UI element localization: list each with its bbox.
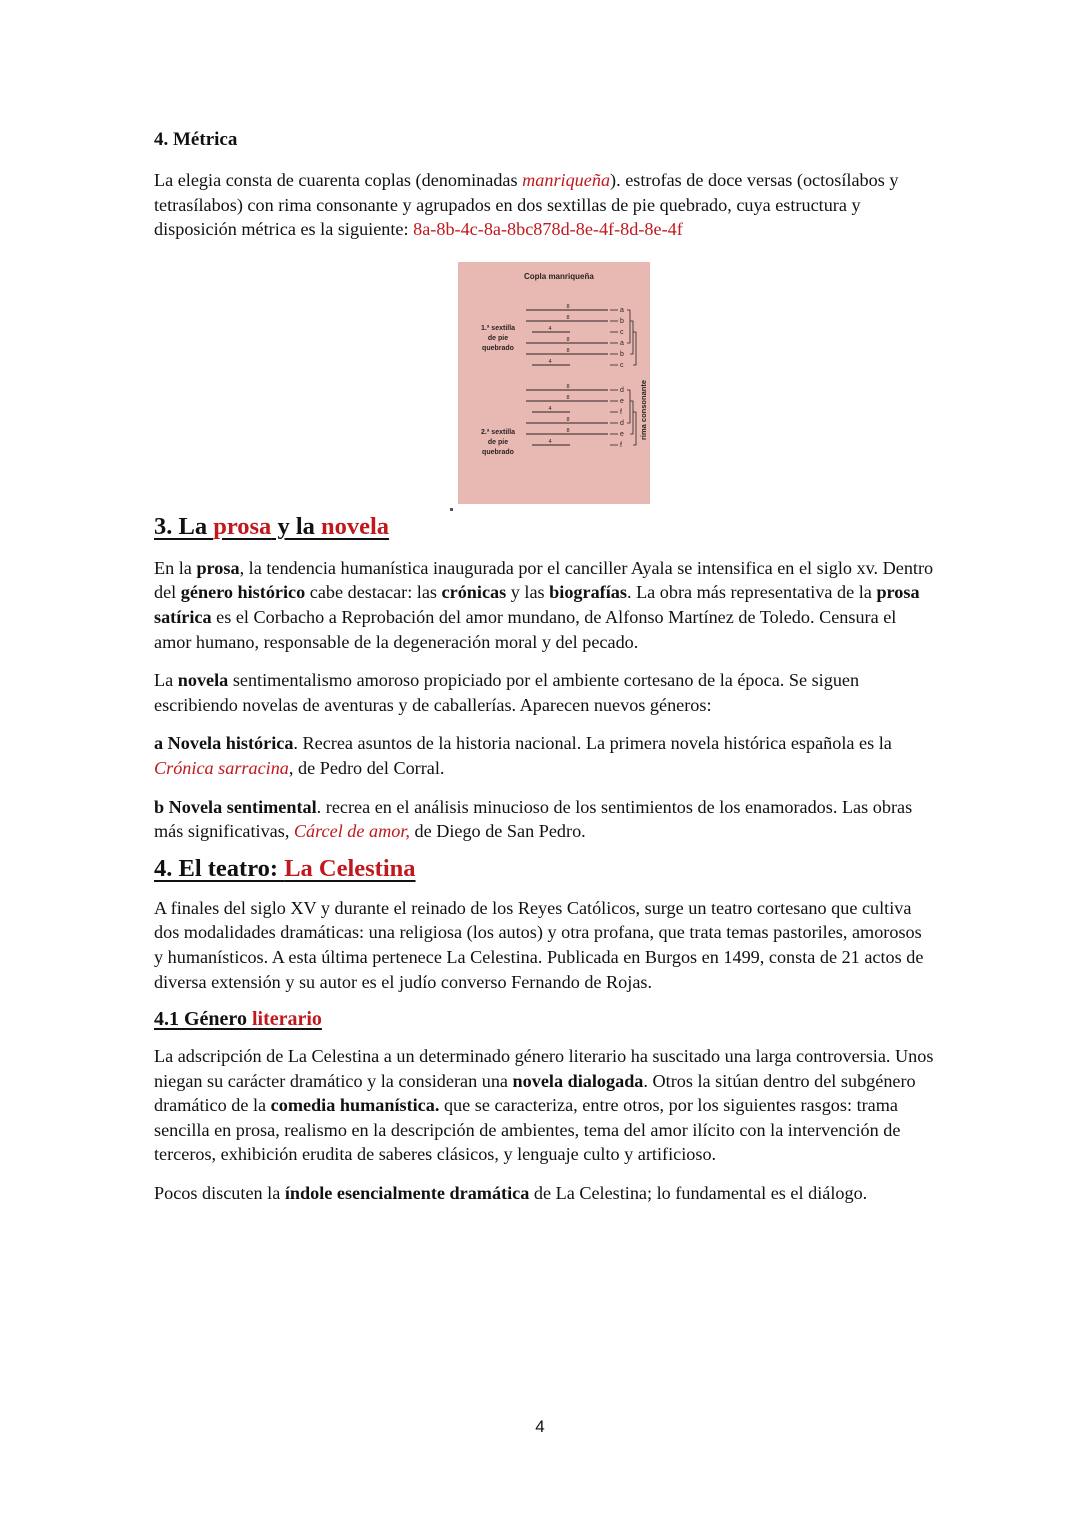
syllable-count-label: 8 (566, 347, 570, 354)
first-sextilla-label: quebrado (482, 344, 514, 352)
rhyme-letter: e (620, 430, 624, 438)
rhyme-letter: b (620, 317, 624, 325)
rhyme-letter: c (620, 361, 624, 369)
rhyme-bracket-c (633, 332, 636, 365)
stray-dot (450, 508, 453, 511)
rhyme-letter: b (620, 350, 624, 358)
rhyme-letter: d (620, 386, 624, 394)
rhyme-bracket-a (627, 310, 630, 343)
rhyme-letter: a (620, 339, 624, 347)
heading-genero: 4.1 Género literario (154, 1008, 322, 1031)
syllable-count-label: 8 (566, 303, 570, 310)
rhyme-letter: f (620, 441, 622, 449)
syllable-count-label: 8 (566, 336, 570, 343)
page-content (154, 128, 934, 1206)
heading-prosa: 3. La prosa y la novela (154, 512, 390, 540)
paragraph-genero: La adscripción de La Celestina a un determinado género literario ha suscitado una larga controversia. Unos niegan su carácter dramático y la consideran una novela dialogada. Otros la sitúan dentro del subgénero dramático de la comedia humanística. que se caracteriza, entre otros, por los siguientes rasgos: trama sencilla en prosa, realismo en la descripción de ambientes, tema del amor ilícito con la intervención de terceros, exhibición erudita de saberes clásicos, y lenguaje culto y artificioso. (154, 1046, 934, 1165)
heading-teatro: 4. El teatro: La Celestina (154, 854, 416, 882)
syllable-count-label: 4 (548, 405, 552, 412)
term-manriquena: manriqueña (522, 170, 611, 190)
figure-area (154, 242, 934, 542)
rhyme-letter: e (620, 397, 624, 405)
syllable-count-label: 8 (566, 416, 570, 423)
first-sextilla-label: 1.ª sextilla (480, 324, 516, 332)
page-number: 4 (535, 1417, 545, 1436)
paragraph-novela-sentimental: b Novela sentimental. recrea en el análisis minucioso de los sentimientos de los enamorados. Las obras más significativas, Cárcel de amor, de Diego de San Pedro. (154, 796, 913, 842)
rhyme-bracket-e (630, 401, 633, 434)
syllable-count-label: 4 (548, 438, 552, 445)
rhyme-bracket-b (630, 321, 633, 354)
syllable-count-label: 4 (548, 325, 552, 332)
rhyme-bracket-f (633, 412, 636, 445)
paragraph-novela: La novela sentimentalismo amoroso propiciado por el ambiente cortesano de la época. Se siguen escribiendo novelas de aventuras y de caballerías. Aparecen nuevos géneros: (154, 670, 860, 715)
first-sextilla-label: de pie (487, 334, 509, 342)
paragraph-metrica: La elegia consta de cuarenta coplas (denominadas manriqueña). estrofas de doce versas (octosílabos y tetrasílabos) con rima consonante y agrupados en dos sextillas de pie quebrado, cuya estructura y disposición métrica es la siguiente: 8a-8b-4c-8a-8bc878d-8e-4f-8d-8e-4f (154, 170, 899, 240)
copla-diagram-svg (458, 262, 650, 504)
second-sextilla-label: quebrado (482, 448, 514, 456)
paragraph-prosa: En la prosa, la tendencia humanística inaugurada por el canciller Ayala se intensifica en el siglo xv. Dentro del género histórico cabe destacar: las crónicas y las biografías. La obra más representativa de la prosa satírica es el Corbacho a Reprobación del amor mundano, de Alfonso Martínez de Toledo. Censura el amor humano, responsable de la degeneración moral y del pecado. (154, 557, 934, 652)
heading-genero-wrap (154, 1006, 934, 1032)
metric-scheme: 8a-8b-4c-8a-8bc878d-8e-4f-8d-8e-4f (413, 219, 683, 240)
rhyme-bracket-d (627, 390, 630, 423)
paragraph-teatro: A finales del siglo XV y durante el reinado de los Reyes Católicos, surge un teatro cortesano que cultiva dos modalidades dramáticas: una religiosa (los autos) y otra profana, que trata temas pastoriles, amorosos y humanísticos. A esta última pertenece La Celestina. Publicada en Burgos en 1499, consta de 21 actos de diversa extensión y su autor es el judío converso Fernando de Rojas. (154, 897, 924, 992)
rhyme-letter: d (620, 419, 624, 427)
syllable-count-label: 4 (548, 358, 552, 365)
syllable-count-label: 8 (566, 427, 570, 434)
rima-consonante-label: rima consonante (639, 379, 648, 440)
rhyme-letter: c (620, 328, 624, 336)
syllable-count-label: 8 (566, 314, 570, 321)
paragraph-novela-historica: a Novela histórica. Recrea asuntos de la historia nacional. La primera novela histórica española es la Crónica sarracina, de Pedro del Corral. (154, 733, 892, 778)
rhyme-letter: a (620, 306, 624, 314)
rhyme-letter: f (620, 408, 622, 416)
syllable-count-label: 8 (566, 383, 570, 390)
paragraph-indole: Pocos discuten la índole esencialmente dramática de La Celestina; lo fundamental es el diálogo. (154, 1183, 868, 1204)
heading-teatro-wrap (154, 854, 934, 884)
second-sextilla-label: 2.ª sextilla (480, 428, 516, 436)
second-sextilla-label: de pie (487, 438, 509, 446)
diagram-title: Copla manriqueña (524, 271, 594, 281)
copla-manriquena-diagram (458, 262, 650, 504)
syllable-count-label: 8 (566, 394, 570, 401)
heading-metrica: 4. Métrica (154, 129, 238, 150)
